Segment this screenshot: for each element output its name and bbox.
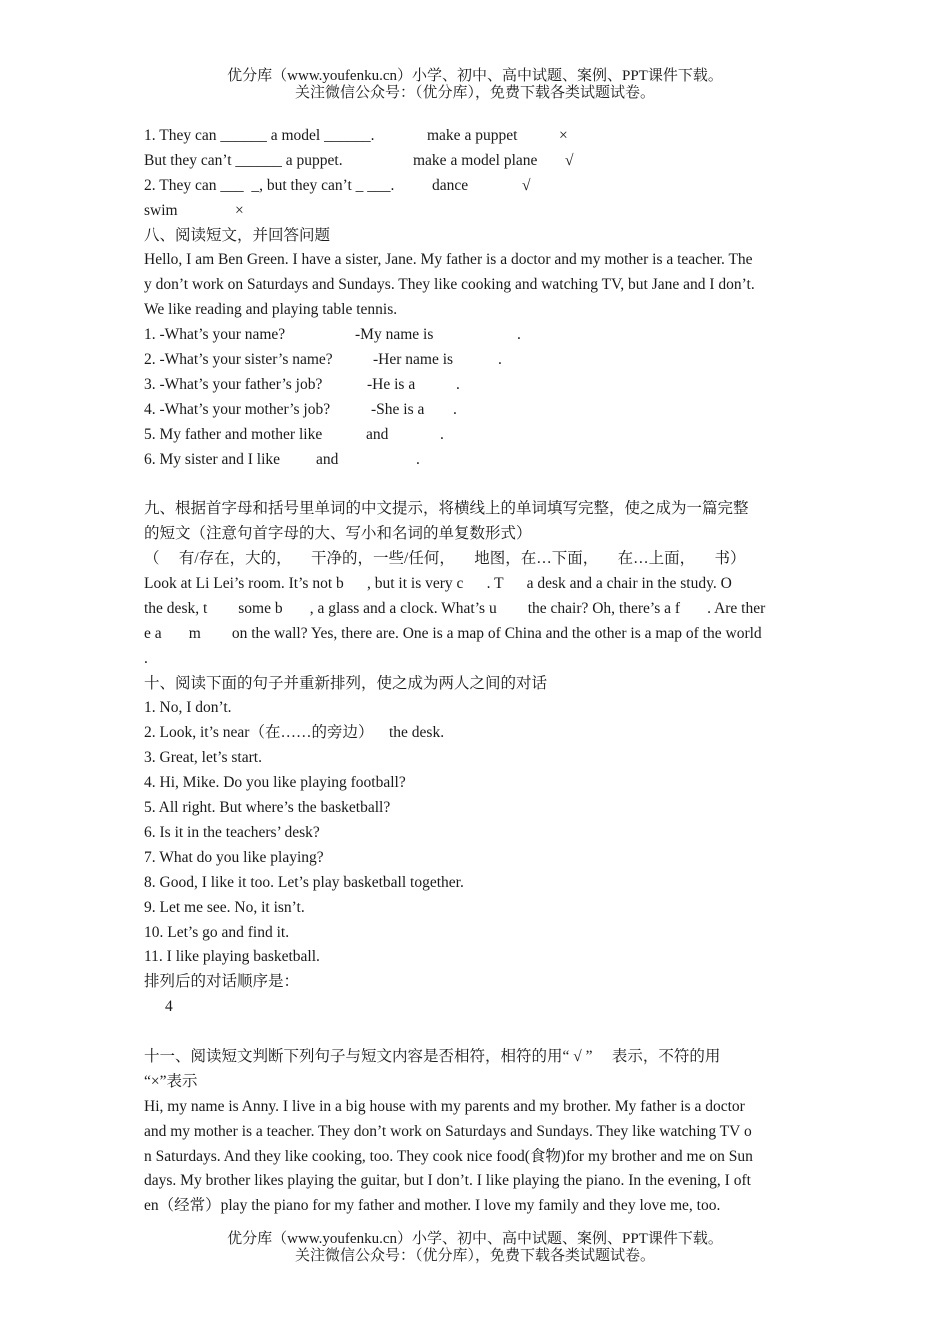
dialogue-sentence: 8. Good, I like it too. Let’s play basketball together.: [144, 873, 464, 891]
answer-prompt: -He is a: [367, 375, 416, 393]
question: 6. My sister and I like: [144, 450, 281, 468]
section-9-title: 的短文（注意句首字母的大、写小和名词的单复数形式）: [144, 525, 532, 543]
question: 4. -What’s your mother’s job?: [144, 400, 331, 418]
page-footer: [0, 1231, 950, 1265]
footer-line-2: 关注微信公众号：（优分库），免费下载各类试题试卷。: [294, 1248, 655, 1264]
question-line: [144, 348, 810, 373]
order-answer-line: [144, 995, 810, 1020]
passage-line: .: [144, 649, 148, 667]
passage-line: en（经常）play the piano for my father and mother. I love my family and they love me, too.: [144, 1197, 721, 1215]
passage-line: the desk, t some b , a glass and a clock. What’s u the chair? Oh, there’s a f . Are ther: [144, 599, 766, 617]
header-line-1: 优分库（www.youfenku.cn）小学、初中、高中试题、案例、PPT课件下载。: [227, 68, 723, 84]
fill-option: make a model plane: [413, 151, 538, 169]
footer-line-1: 优分库（www.youfenku.cn）小学、初中、高中试题、案例、PPT课件下载。: [227, 1231, 723, 1247]
fill-sentence: 2. They can ___ _, but they can’t _ ___.: [144, 176, 395, 194]
question-line: [144, 323, 810, 348]
passage-line: Hello, I am Ben Green. I have a sister, Jane. My father is a doctor and my mother is a teacher. The: [144, 251, 753, 269]
question-line: [144, 423, 810, 448]
dialogue-sentence: 1. No, I don’t.: [144, 699, 232, 717]
answer-prompt: -My name is: [355, 326, 434, 344]
word-hints: （ 有/存在，大的， 干净的，一些/任何， 地图，在…下面， 在…上面， 书）: [144, 550, 746, 568]
passage-line: and my mother is a teacher. They don’t work on Saturdays and Sundays. They like watching TV o: [144, 1122, 752, 1140]
fill-option: swim: [144, 201, 178, 219]
passage-line: n Saturdays. And they like cooking, too. They cook nice food(食物)for my brother and me on Sun: [144, 1147, 753, 1165]
fill-sentence: 1. They can ______ a model ______.: [144, 127, 375, 144]
answer-end: .: [498, 351, 502, 369]
check-mark: √: [565, 151, 574, 169]
dialogue-sentence: 5. All right. But where’s the basketball?: [144, 799, 391, 817]
section-9-title: 九、根据首字母和括号里单词的中文提示，将横线上的单词填写完整，使之成为一篇完整: [144, 500, 749, 518]
passage-line: y don’t work on Saturdays and Sundays. They like cooking and watching TV, but Jane and I don’t.: [144, 276, 755, 294]
fill-item-1b: [144, 149, 810, 174]
fill-sentence: But they can’t ______ a puppet.: [144, 151, 343, 169]
answer-end: .: [453, 400, 457, 418]
question: 5. My father and mother like: [144, 425, 323, 443]
passage-line: We like reading and playing table tennis.: [144, 301, 398, 319]
answer-end: .: [440, 425, 444, 443]
answer-end: .: [517, 326, 521, 344]
fill-option: dance: [432, 176, 469, 194]
answer-prompt: -She is a: [371, 400, 425, 418]
fill-item-2a: [144, 174, 810, 199]
spacer: [144, 1020, 810, 1045]
question-line: [144, 373, 810, 398]
question: 3. -What’s your father’s job?: [144, 375, 323, 393]
section-8-title: 八、阅读短文，并回答问题: [144, 226, 331, 244]
answer-prompt: -Her name is: [373, 351, 454, 369]
dialogue-sentence: 11. I like playing basketball.: [144, 948, 320, 966]
answer-prompt: and: [366, 425, 389, 443]
answer-prompt: and: [316, 450, 339, 468]
section-11-title: 十一、阅读短文判断下列句子与短文内容是否相符，相符的用“ √ ” 表示，不符的用: [144, 1047, 721, 1065]
dialogue-sentence: 4. Hi, Mike. Do you like playing football?: [144, 774, 406, 792]
question: 2. -What’s your sister’s name?: [144, 351, 333, 369]
check-mark: √: [522, 176, 531, 194]
fill-item-1a: [144, 124, 810, 149]
document-body: [144, 124, 810, 1219]
order-label: 排列后的对话顺序是：: [144, 973, 300, 991]
dialogue-sentence: 3. Great, let’s start.: [144, 749, 262, 767]
fill-item-2b: [144, 199, 810, 224]
section-11-title: “×”表示: [144, 1072, 198, 1090]
passage-line: Look at Li Lei’s room. It’s not b , but it is very c . T a desk and a chair in the study. O: [144, 575, 732, 593]
cross-mark: ×: [235, 201, 244, 219]
dialogue-sentence: 9. Let me see. No, it isn’t.: [144, 898, 305, 916]
answer-end: .: [416, 450, 420, 468]
passage-line: Hi, my name is Anny. I live in a big house with my parents and my brother. My father is a doctor: [144, 1097, 745, 1115]
spacer: [144, 472, 810, 497]
fill-option: make a puppet: [427, 127, 518, 144]
dialogue-sentence: 10. Let’s go and find it.: [144, 923, 290, 941]
order-value: 4: [165, 998, 173, 1016]
dialogue-sentence: 6. Is it in the teachers’ desk?: [144, 823, 320, 841]
cross-mark: ×: [559, 127, 568, 144]
dialogue-sentence: 2. Look, it’s near（在……的旁边） the desk.: [144, 724, 445, 742]
question-line: [144, 398, 810, 423]
question-line: [144, 448, 810, 473]
question: 1. -What’s your name?: [144, 326, 286, 344]
section-10-title: 十、阅读下面的句子并重新排列，使之成为两人之间的对话: [144, 674, 548, 692]
page-header: [0, 68, 950, 102]
passage-line: e a m on the wall? Yes, there are. One is a map of China and the other is a map of the world: [144, 624, 762, 642]
header-line-2: 关注微信公众号：（优分库），免费下载各类试题试卷。: [294, 85, 655, 101]
answer-end: .: [456, 375, 460, 393]
passage-line: days. My brother likes playing the guitar, but I don’t. I like playing the piano. In the evening, I oft: [144, 1172, 751, 1190]
dialogue-sentence: 7. What do you like playing?: [144, 848, 324, 866]
